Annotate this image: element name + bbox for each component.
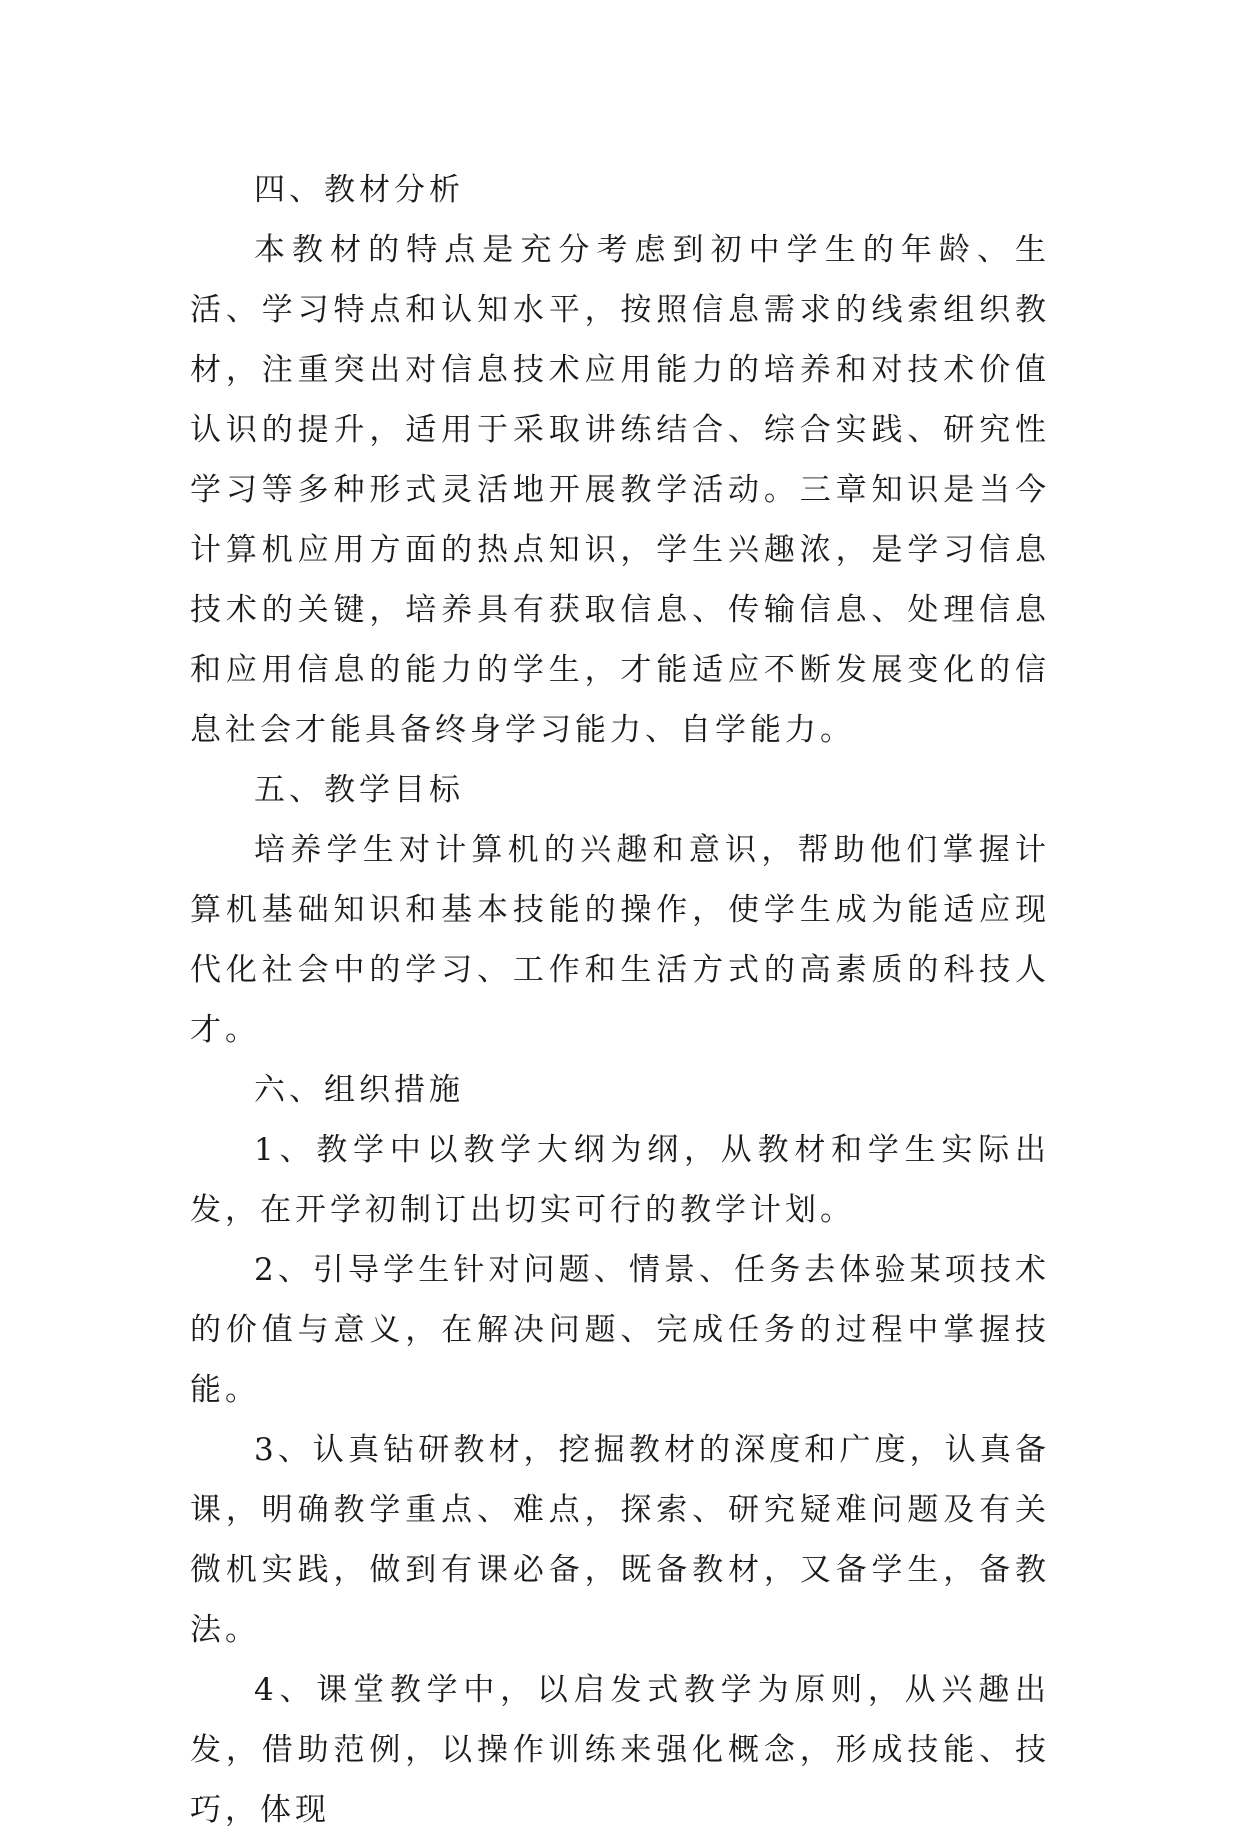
section-heading-textbook-analysis: 四、教材分析	[254, 172, 464, 208]
document-body	[190, 160, 1050, 1840]
measure-item-2: 2、引导学生针对问题、情景、任务去体验某项技术的价值与意义，在解决问题、完成任务的过程中掌握技能。	[190, 1252, 1050, 1408]
measure-item-4: 4、课堂教学中，以启发式教学为原则，从兴趣出发，借助范例，以操作训练来强化概念，形成技能、技巧，体现	[190, 1672, 1050, 1828]
section-heading-organizational-measures: 六、组织措施	[254, 1072, 464, 1108]
measure-item-3: 3、认真钻研教材，挖掘教材的深度和广度，认真备课，明确教学重点、难点，探索、研究疑难问题及有关微机实践，做到有课必备，既备教材，又备学生，备教法。	[190, 1432, 1050, 1648]
paragraph-teaching-goals: 培养学生对计算机的兴趣和意识，帮助他们掌握计算机基础知识和基本技能的操作，使学生成为能适应现代化社会中的学习、工作和生活方式的高素质的科技人才。	[190, 832, 1050, 1048]
paragraph-textbook-analysis: 本教材的特点是充分考虑到初中学生的年龄、生活、学习特点和认知水平，按照信息需求的线索组织教材，注重突出对信息技术应用能力的培养和对技术价值认识的提升，适用于采取讲练结合、综合实践、研究性学习等多种形式灵活地开展教学活动。三章知识是当今计算机应用方面的热点知识，学生兴趣浓，是学习信息技术的关键，培养具有获取信息、传输信息、处理信息和应用信息的能力的学生，才能适应不断发展变化的信息社会才能具备终身学习能力、自学能力。	[190, 232, 1050, 748]
section-heading-teaching-goals: 五、教学目标	[254, 772, 464, 808]
measure-item-1: 1、教学中以教学大纲为纲，从教材和学生实际出发，在开学初制订出切实可行的教学计划。	[190, 1132, 1050, 1228]
